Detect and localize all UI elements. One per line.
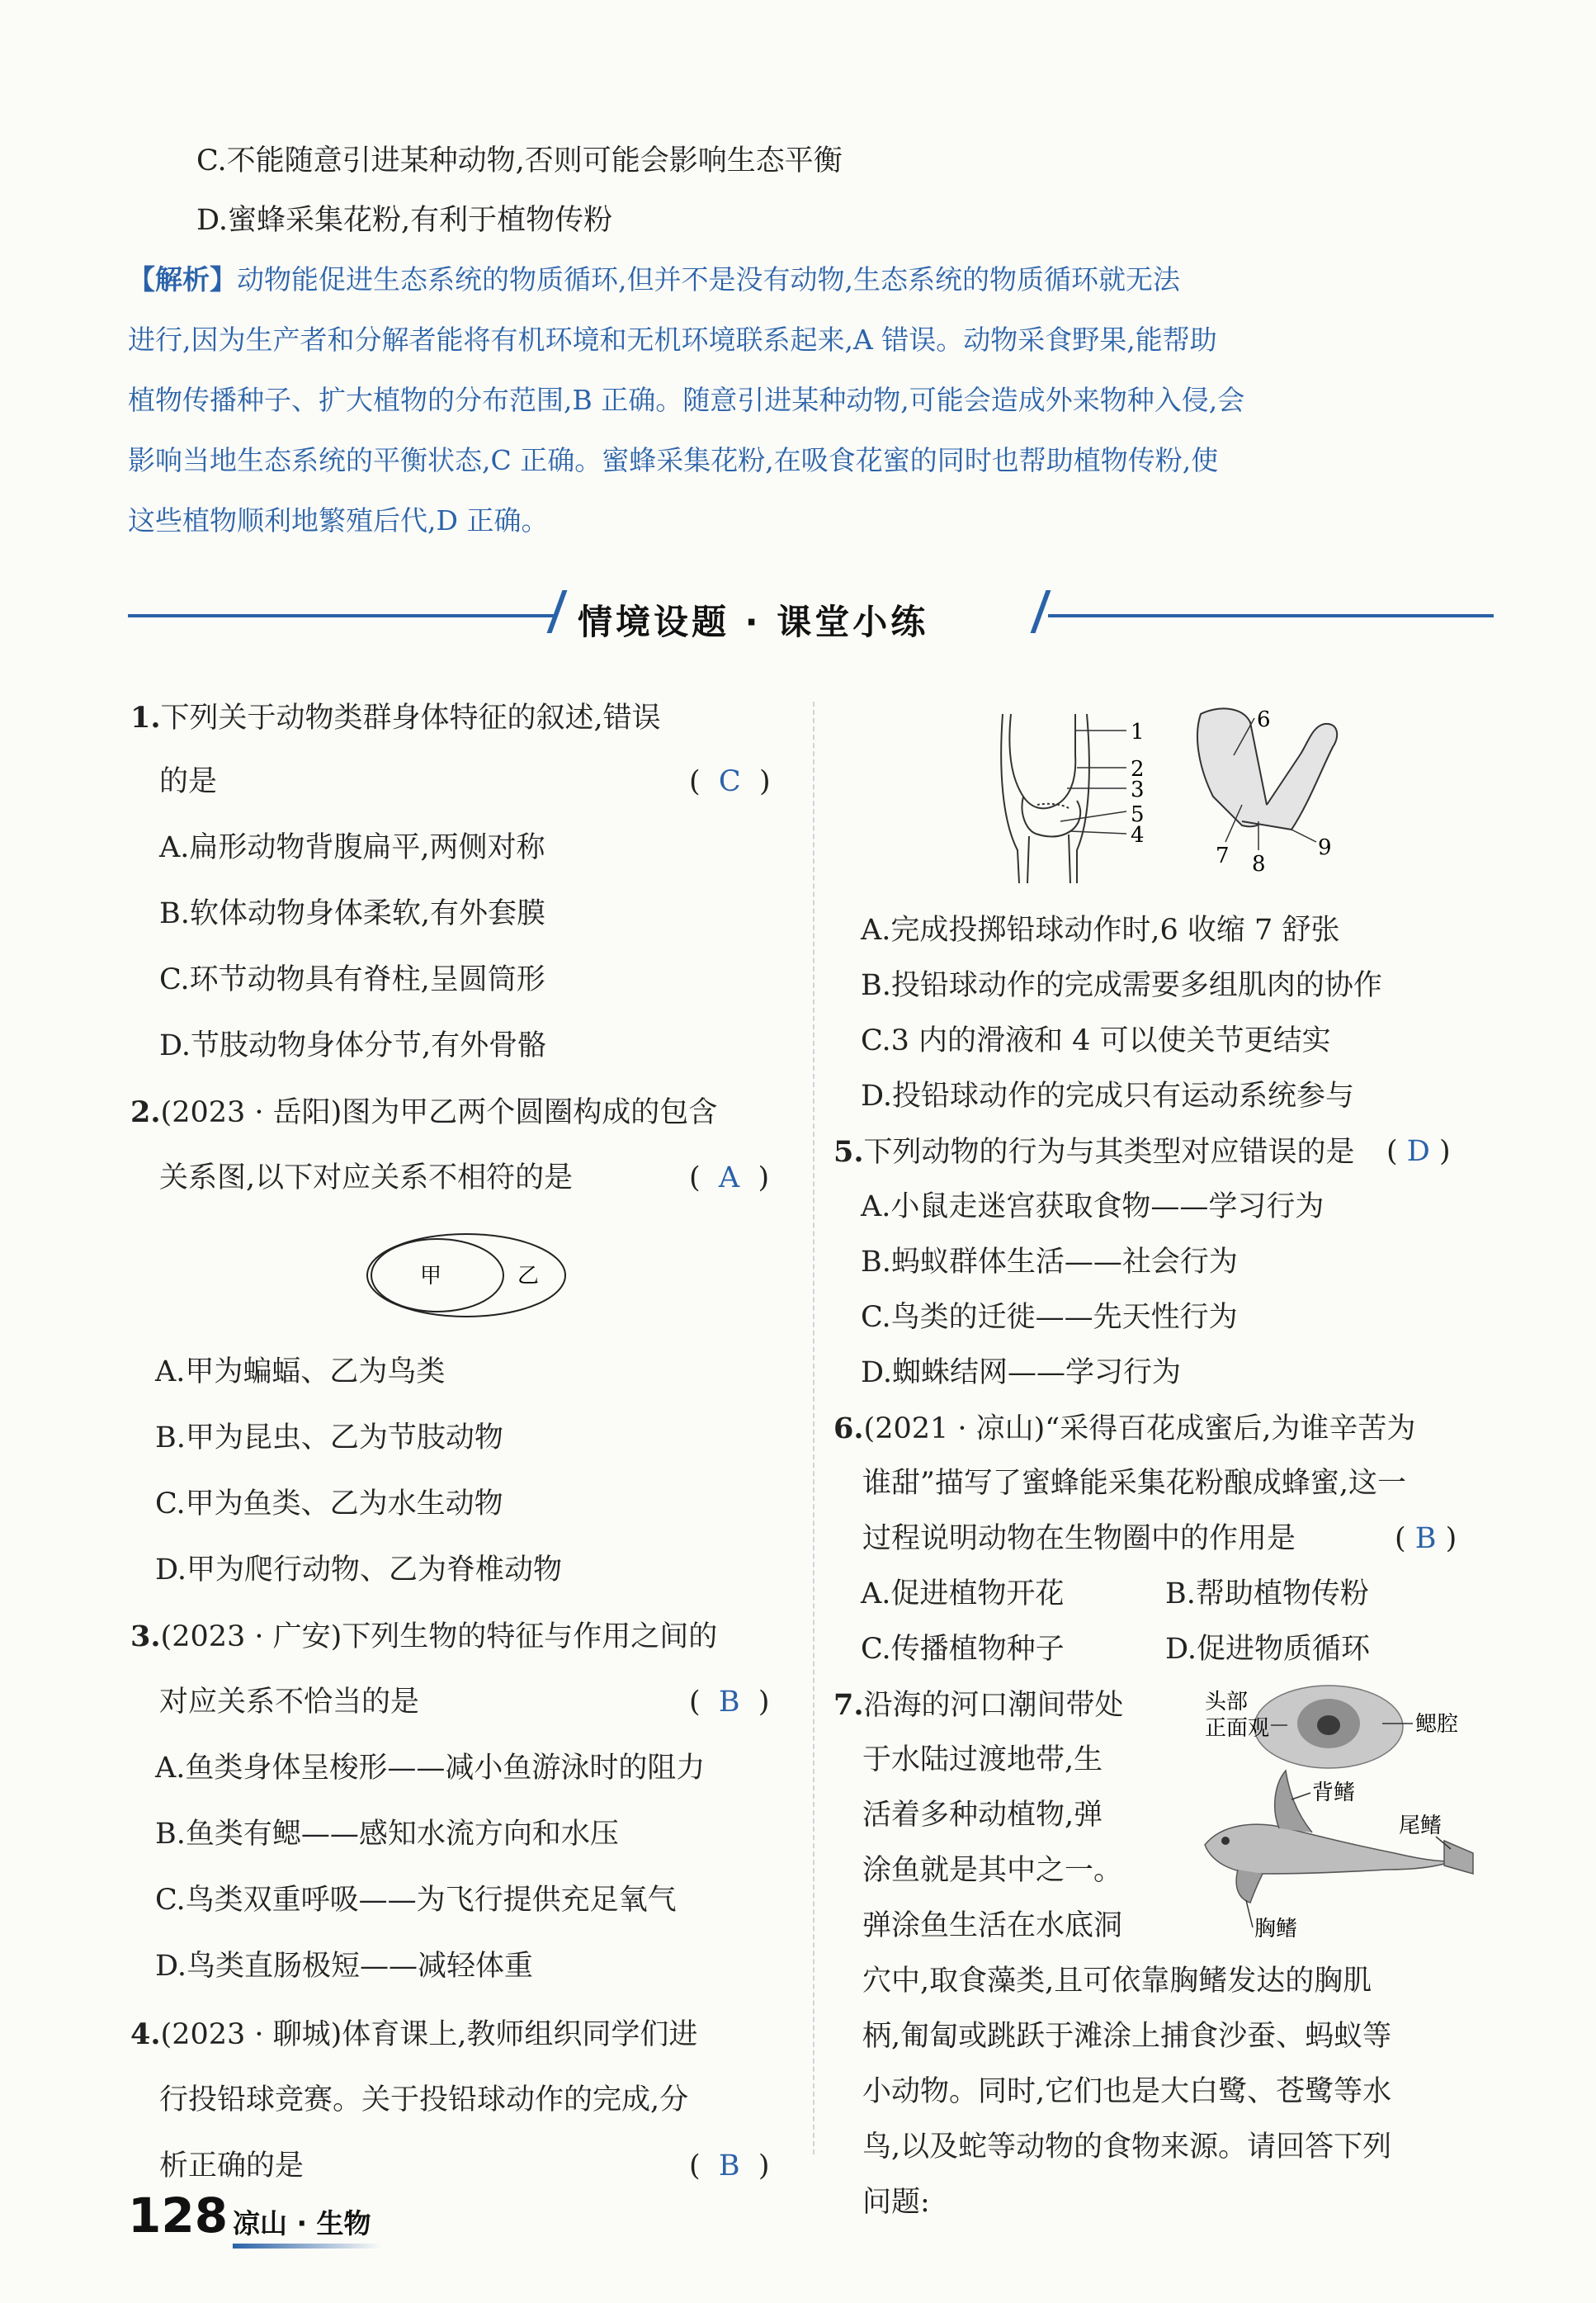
q2-option-d: D.甲为爬行动物、乙为脊椎动物 bbox=[155, 1553, 562, 1587]
q7-text-1: 沿海的河口潮间带处 bbox=[863, 1689, 1124, 1722]
explanation-line-3: 植物传播种子、扩大植物的分布范围,B 正确。随意引进某种动物,可能会造成外来物种入侵,会 bbox=[128, 384, 1245, 416]
q7-number: 7. bbox=[833, 1688, 864, 1722]
q2-answer: A bbox=[718, 1161, 740, 1194]
section-rule-right bbox=[1048, 614, 1494, 617]
q5-option-c: C.鸟类的迁徙——先天性行为 bbox=[861, 1301, 1238, 1334]
q1-number: 1. bbox=[130, 701, 161, 735]
q1-option-b: B.软体动物身体柔软,有外套膜 bbox=[159, 897, 545, 930]
q4-stem-line-3: 析正确的是 bbox=[159, 2149, 305, 2182]
q1-option-c: C.环节动物具有脊柱,呈圆筒形 bbox=[159, 963, 545, 996]
q1-answer-bracket: ( C ) bbox=[689, 765, 771, 798]
q3-stem-1: (2023 · 广安)下列生物的特征与作用之间的 bbox=[160, 1620, 718, 1653]
dorsal-fin-shape bbox=[1275, 1771, 1312, 1832]
q4-stem-line-2: 行投铅球竞赛。关于投铅球动作的完成,分 bbox=[159, 2083, 689, 2116]
q1-stem-1: 下列关于动物类群身体特征的叙述,错误 bbox=[160, 702, 661, 735]
joint-label-2: 2 bbox=[1131, 757, 1145, 782]
q2-number: 2. bbox=[130, 1095, 161, 1129]
q3-option-a: A.鱼类身体呈梭形——减小鱼游泳时的阻力 bbox=[155, 1752, 706, 1785]
q6-option-a: A.促进植物开花 bbox=[861, 1577, 1065, 1610]
q7-line-10: 问题: bbox=[862, 2186, 930, 2219]
joint-label-4: 4 bbox=[1131, 823, 1145, 848]
label-gill-cavity: 鳃腔 bbox=[1415, 1712, 1459, 1737]
venn-outer-label: 乙 bbox=[517, 1264, 540, 1289]
explanation-line-1 bbox=[128, 263, 1180, 296]
section-slash-left bbox=[547, 590, 568, 633]
explanation-line-4: 影响当地生态系统的平衡状态,C 正确。蜜蜂采集花粉,在吸食花蜜的同时也帮助植物传粉,使 bbox=[128, 444, 1219, 476]
q4-option-c: C.3 内的滑液和 4 可以使关节更结实 bbox=[861, 1024, 1331, 1057]
q6-answer: B bbox=[1414, 1522, 1437, 1555]
venn-figure bbox=[363, 1230, 569, 1321]
q4-answer: B bbox=[718, 2149, 740, 2182]
q1-option-a: A.扁形动物背腹扁平,两侧对称 bbox=[159, 831, 545, 864]
explanation-tag: 【解析】 bbox=[128, 263, 237, 296]
option-c-top: C.不能随意引进某种动物,否则可能会影响生态平衡 bbox=[196, 144, 843, 177]
q3-stem-line-1 bbox=[130, 1622, 717, 1652]
q5-stem bbox=[833, 1137, 1355, 1167]
q7-line-8: 小动物。同时,它们也是大白鹭、苍鹭等水 bbox=[862, 2075, 1392, 2108]
joint-arm-figure bbox=[994, 706, 1358, 887]
section-title: 情境设题 · 课堂小练 bbox=[578, 602, 929, 642]
q6-stem-line-3: 过程说明动物在生物圈中的作用是 bbox=[862, 1522, 1296, 1555]
pectoral-fin-shape bbox=[1236, 1870, 1263, 1903]
q6-answer-bracket: ( B ) bbox=[1395, 1522, 1457, 1555]
venn-inner-label: 甲 bbox=[419, 1264, 442, 1289]
label-pectoral-fin: 胸鳍 bbox=[1254, 1917, 1298, 1941]
q4-answer-bracket: ( B ) bbox=[689, 2149, 770, 2182]
q5-option-d: D.蜘蛛结网——学习行为 bbox=[861, 1356, 1181, 1389]
joint-label-5: 5 bbox=[1131, 802, 1145, 827]
q6-stem-1: (2021 · 凉山)“采得百花成蜜后,为谁辛苦为 bbox=[863, 1412, 1416, 1445]
explanation-line-5: 这些植物顺利地繁殖后代,D 正确。 bbox=[128, 504, 549, 537]
q6-stem-line-2: 谁甜”描写了蜜蜂能采集花粉酿成蜂蜜,这一 bbox=[862, 1467, 1407, 1500]
arm-label-9: 9 bbox=[1318, 835, 1332, 860]
q5-option-b: B.蚂蚁群体生活——社会行为 bbox=[861, 1246, 1238, 1279]
tail-fin-shape bbox=[1444, 1841, 1473, 1874]
label-tail-fin: 尾鳍 bbox=[1399, 1814, 1443, 1838]
q2-option-b: B.甲为昆虫、乙为节肢动物 bbox=[155, 1421, 503, 1454]
q6-stem-line-1 bbox=[833, 1414, 1415, 1444]
q4-option-d: D.投铅球动作的完成只有运动系统参与 bbox=[861, 1080, 1354, 1113]
q7-line-6: 穴中,取食藻类,且可依靠胸鳍发达的胸肌 bbox=[862, 1965, 1372, 1998]
q2-stem-1: (2023 · 岳阳)图为甲乙两个圆圈构成的包含 bbox=[160, 1096, 718, 1129]
q7-line-7: 柄,匍匐或跳跃于滩涂上捕食沙蚕、蚂蚁等 bbox=[862, 2020, 1392, 2053]
option-d-top: D.蜜蜂采集花粉,有利于植物传粉 bbox=[196, 204, 613, 237]
q7-line-5: 弹涂鱼生活在水底洞 bbox=[862, 1909, 1123, 1942]
q4-option-a: A.完成投掷铅球动作时,6 收缩 7 舒张 bbox=[861, 914, 1340, 947]
joint-label-3: 3 bbox=[1131, 778, 1145, 802]
explanation-line-2: 进行,因为生产者和分解者能将有机环境和无机环境联系起来,A 错误。动物采食野果,能帮助 bbox=[128, 324, 1217, 356]
q4-number: 4. bbox=[130, 2017, 161, 2051]
knee-joint-drawing bbox=[1001, 714, 1089, 883]
section-header bbox=[0, 590, 1596, 640]
column-divider bbox=[813, 702, 815, 2154]
q3-option-c: C.鸟类双重呼吸——为飞行提供充足氧气 bbox=[155, 1884, 677, 1917]
q1-option-d: D.节肢动物身体分节,有外骨骼 bbox=[159, 1029, 547, 1062]
arm-label-6: 6 bbox=[1257, 707, 1271, 732]
label-head: 头部 bbox=[1205, 1690, 1249, 1714]
footer-label: 凉山 · 生物 bbox=[233, 2207, 371, 2239]
section-slash-right bbox=[1031, 590, 1051, 633]
q7-line-9: 鸟,以及蛇等动物的食物来源。请回答下列 bbox=[862, 2130, 1392, 2163]
q2-stem-line-2: 关系图,以下对应关系不相符的是 bbox=[159, 1161, 574, 1194]
q6-option-b: B.帮助植物传粉 bbox=[1165, 1577, 1369, 1610]
q3-option-b: B.鱼类有鳃——感知水流方向和水压 bbox=[155, 1818, 619, 1851]
q1-answer: C bbox=[718, 765, 741, 798]
section-rule-left bbox=[128, 614, 557, 617]
q1-stem-line-1 bbox=[130, 703, 661, 733]
q7-line-1 bbox=[833, 1688, 1124, 1722]
q2-stem-line-1 bbox=[130, 1095, 718, 1129]
q2-option-a: A.甲为蝙蝠、乙为鸟类 bbox=[155, 1355, 446, 1388]
q5-answer-bracket: ( D ) bbox=[1386, 1135, 1451, 1168]
q7-line-3: 活着多种动植物,弹 bbox=[862, 1799, 1103, 1832]
mudskipper-figure bbox=[1188, 1676, 1485, 1956]
q5-option-a: A.小鼠走迷宫获取食物——学习行为 bbox=[861, 1190, 1324, 1223]
q6-option-d: D.促进物质循环 bbox=[1165, 1633, 1370, 1666]
q5-answer: D bbox=[1406, 1135, 1430, 1168]
q3-answer-bracket: ( B ) bbox=[689, 1686, 770, 1719]
q6-number: 6. bbox=[833, 1412, 864, 1445]
q7-line-2: 于水陆过渡地带,生 bbox=[862, 1743, 1103, 1776]
arm-label-7: 7 bbox=[1216, 844, 1230, 868]
q5-stem-text: 下列动物的行为与其类型对应错误的是 bbox=[863, 1136, 1355, 1169]
q4-stem-line-1 bbox=[130, 2017, 698, 2051]
q2-option-c: C.甲为鱼类、乙为水生动物 bbox=[155, 1487, 503, 1520]
knee-leader-lines bbox=[1060, 731, 1126, 834]
arm-label-8: 8 bbox=[1252, 852, 1266, 877]
q3-answer: B bbox=[718, 1686, 740, 1719]
explanation-text-1: 动物能促进生态系统的物质循环,但并不是没有动物,生态系统的物质循环就无法 bbox=[237, 263, 1180, 296]
joint-label-1: 1 bbox=[1131, 720, 1145, 745]
label-dorsal-fin: 背鳍 bbox=[1312, 1780, 1356, 1805]
q3-stem-line-2: 对应关系不恰当的是 bbox=[159, 1686, 420, 1719]
q2-answer-bracket: ( A ) bbox=[689, 1161, 770, 1194]
q4-stem-1: (2023 · 聊城)体育课上,教师组织同学们进 bbox=[160, 2018, 698, 2051]
label-front-view: 正面观 bbox=[1205, 1716, 1270, 1741]
q5-number: 5. bbox=[833, 1135, 864, 1169]
q4-option-b: B.投铅球动作的完成需要多组肌肉的协作 bbox=[861, 969, 1382, 1002]
q3-number: 3. bbox=[130, 1620, 161, 1653]
q6-option-c: C.传播植物种子 bbox=[861, 1633, 1065, 1666]
q1-stem-line-2: 的是 bbox=[159, 765, 218, 798]
mudskipper-mouth bbox=[1317, 1715, 1340, 1735]
q3-option-d: D.鸟类直肠极短——减轻体重 bbox=[155, 1950, 533, 1983]
page-number: 128 bbox=[128, 2187, 229, 2244]
footer-accent-bar bbox=[233, 2244, 381, 2249]
q7-line-4: 涂鱼就是其中之一。 bbox=[862, 1854, 1123, 1887]
